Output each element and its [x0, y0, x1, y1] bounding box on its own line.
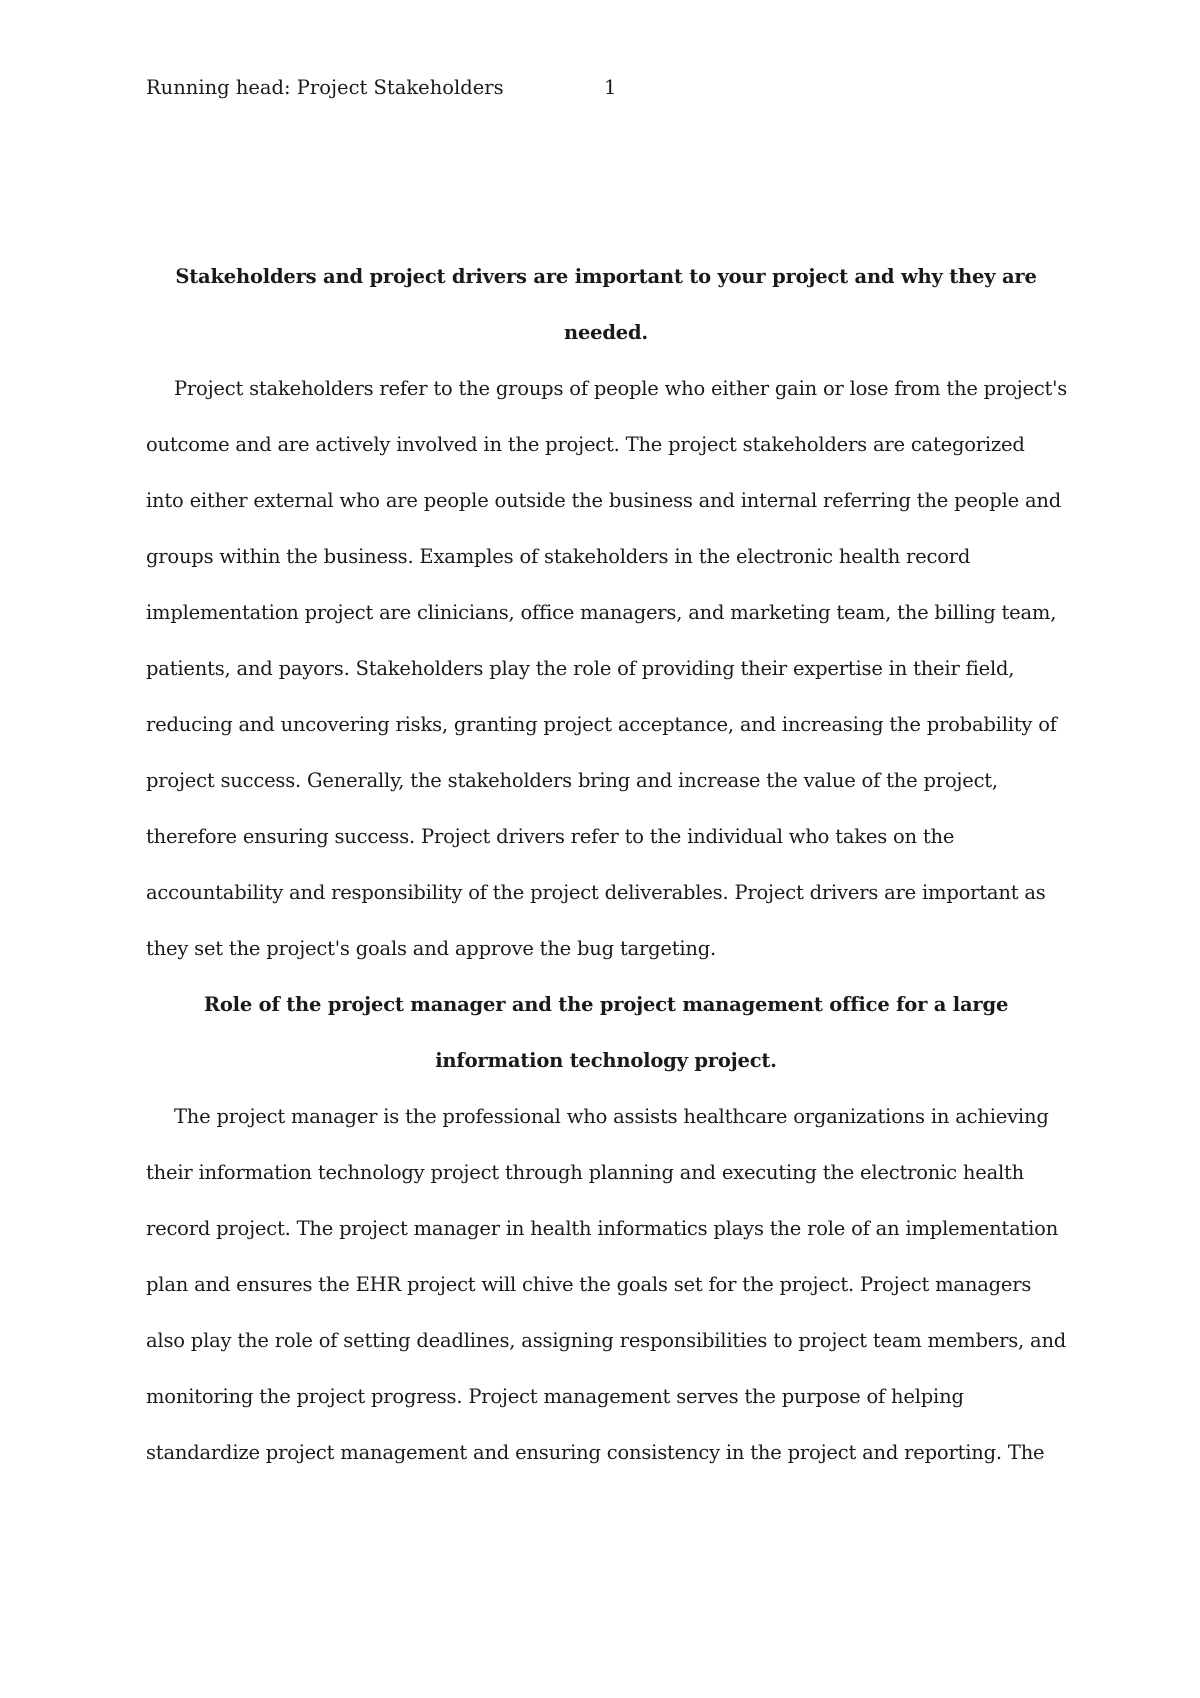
page-number: 1: [604, 76, 617, 99]
paragraph-line: groups within the business. Examples of stakeholders in the electronic health record: [146, 545, 971, 568]
heading-line: Role of the project manager and the project management office for a large: [203, 993, 1009, 1016]
document-body: [146, 249, 1066, 1481]
paragraph-line: patients, and payors. Stakeholders play the role of providing their expertise in their field,: [146, 657, 1015, 680]
section-heading: [146, 977, 1066, 1089]
paragraph-line: The project manager is the professional who assists healthcare organizations in achieving: [174, 1105, 1049, 1128]
paragraph-line: Project stakeholders refer to the groups of people who either gain or lose from the project's: [174, 377, 1068, 400]
running-head: Running head: Project Stakeholders: [146, 76, 504, 99]
paragraph-line: project success. Generally, the stakeholders bring and increase the value of the project,: [146, 769, 998, 792]
paragraph-line: monitoring the project progress. Project management serves the purpose of helping: [146, 1385, 964, 1408]
paragraph-line: implementation project are clinicians, office managers, and marketing team, the billing team,: [146, 601, 1057, 624]
paragraph: [146, 1089, 1066, 1481]
heading-line: needed.: [563, 321, 649, 344]
paragraph-line: also play the role of setting deadlines, assigning responsibilities to project team members, and: [146, 1329, 1067, 1352]
paragraph-line: record project. The project manager in health informatics plays the role of an implementation: [146, 1217, 1059, 1240]
paragraph-line: their information technology project through planning and executing the electronic health: [146, 1161, 1025, 1184]
paragraph-line: accountability and responsibility of the project deliverables. Project drivers are important as: [146, 881, 1046, 904]
paragraph-line: they set the project's goals and approve the bug targeting.: [146, 937, 717, 960]
paragraph-line: plan and ensures the EHR project will chive the goals set for the project. Project managers: [146, 1273, 1032, 1296]
paragraph-line: standardize project management and ensuring consistency in the project and reporting. The: [146, 1441, 1045, 1464]
paragraph: [146, 361, 1066, 977]
heading-line: information technology project.: [435, 1049, 777, 1072]
paragraph-line: outcome and are actively involved in the project. The project stakeholders are categorized: [146, 433, 1025, 456]
heading-line: Stakeholders and project drivers are important to your project and why they are: [175, 265, 1037, 288]
paragraph-line: therefore ensuring success. Project drivers refer to the individual who takes on the: [146, 825, 955, 848]
section-heading: [146, 249, 1066, 361]
paragraph-line: into either external who are people outside the business and internal referring the people and: [146, 489, 1062, 512]
paragraph-line: reducing and uncovering risks, granting project acceptance, and increasing the probability of: [146, 713, 1057, 736]
